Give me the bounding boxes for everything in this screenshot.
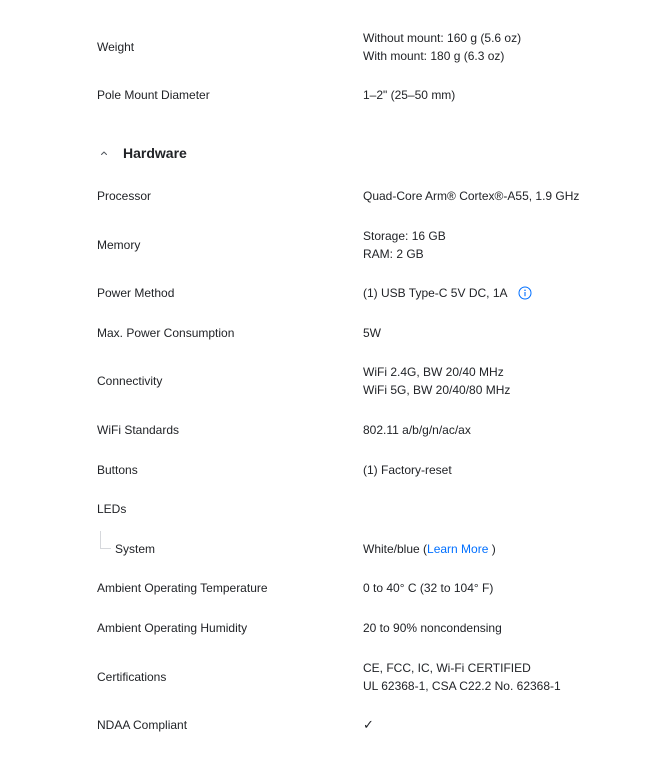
spec-value: 1–2" (25–50 mm) bbox=[363, 88, 456, 102]
section-title: Hardware bbox=[123, 145, 187, 161]
spec-value-text: (1) USB Type-C 5V DC, 1A bbox=[363, 286, 507, 300]
spec-value-line: Without mount: 160 g (5.6 oz) bbox=[363, 31, 522, 45]
spec-value bbox=[363, 284, 532, 302]
spec-label: Power Method bbox=[97, 286, 175, 300]
spec-value-line: CE, FCC, IC, Wi-Fi CERTIFIED bbox=[363, 661, 531, 675]
spec-label: Processor bbox=[97, 189, 152, 203]
tree-connector bbox=[100, 531, 111, 549]
spec-value: 802.11 a/b/g/n/ac/ax bbox=[363, 423, 471, 437]
spec-value-text: White/blue ( bbox=[363, 542, 428, 556]
spec-label: Ambient Operating Temperature bbox=[97, 581, 268, 595]
info-icon[interactable] bbox=[518, 286, 532, 300]
spec-value-line: With mount: 180 g (6.3 oz) bbox=[363, 49, 505, 63]
spec-value-line: WiFi 2.4G, BW 20/40 MHz bbox=[363, 365, 504, 379]
spec-label: Memory bbox=[97, 238, 141, 252]
spec-value bbox=[363, 659, 561, 695]
spec-value bbox=[363, 227, 446, 263]
spec-value-line: UL 62368-1, CSA C22.2 No. 62368-1 bbox=[363, 679, 561, 693]
spec-label: Certifications bbox=[97, 670, 167, 684]
spec-label: Ambient Operating Humidity bbox=[97, 621, 248, 635]
spec-value bbox=[363, 29, 521, 65]
learn-more-link[interactable]: Learn More bbox=[427, 542, 489, 556]
spec-value-line: RAM: 2 GB bbox=[363, 247, 424, 261]
spec-label: Buttons bbox=[97, 463, 138, 477]
spec-value-text: ) bbox=[488, 542, 496, 556]
spec-label: Pole Mount Diameter bbox=[97, 88, 210, 102]
spec-value: 20 to 90% noncondensing bbox=[363, 621, 502, 635]
spec-label: NDAA Compliant bbox=[97, 718, 188, 732]
spec-value bbox=[363, 540, 496, 558]
spec-value: (1) Factory-reset bbox=[363, 463, 452, 477]
spec-value-line: WiFi 5G, BW 20/40/80 MHz bbox=[363, 383, 511, 397]
spec-label: WiFi Standards bbox=[97, 423, 180, 437]
spec-label: Weight bbox=[97, 40, 135, 54]
chevron-up-icon bbox=[99, 148, 109, 158]
hardware-section-toggle[interactable] bbox=[97, 143, 187, 163]
spec-value: Quad-Core Arm® Cortex®-A55, 1.9 GHz bbox=[363, 189, 580, 203]
spec-label: Max. Power Consumption bbox=[97, 326, 235, 340]
spec-value-line: Storage: 16 GB bbox=[363, 229, 446, 243]
spec-label: Connectivity bbox=[97, 374, 163, 388]
checkmark-icon: ✓ bbox=[363, 717, 374, 732]
spec-label: LEDs bbox=[97, 502, 127, 516]
spec-value: 0 to 40° C (32 to 104° F) bbox=[363, 581, 494, 595]
spec-value bbox=[363, 363, 510, 399]
spec-value: 5W bbox=[363, 326, 381, 340]
spec-label: System bbox=[115, 542, 156, 556]
